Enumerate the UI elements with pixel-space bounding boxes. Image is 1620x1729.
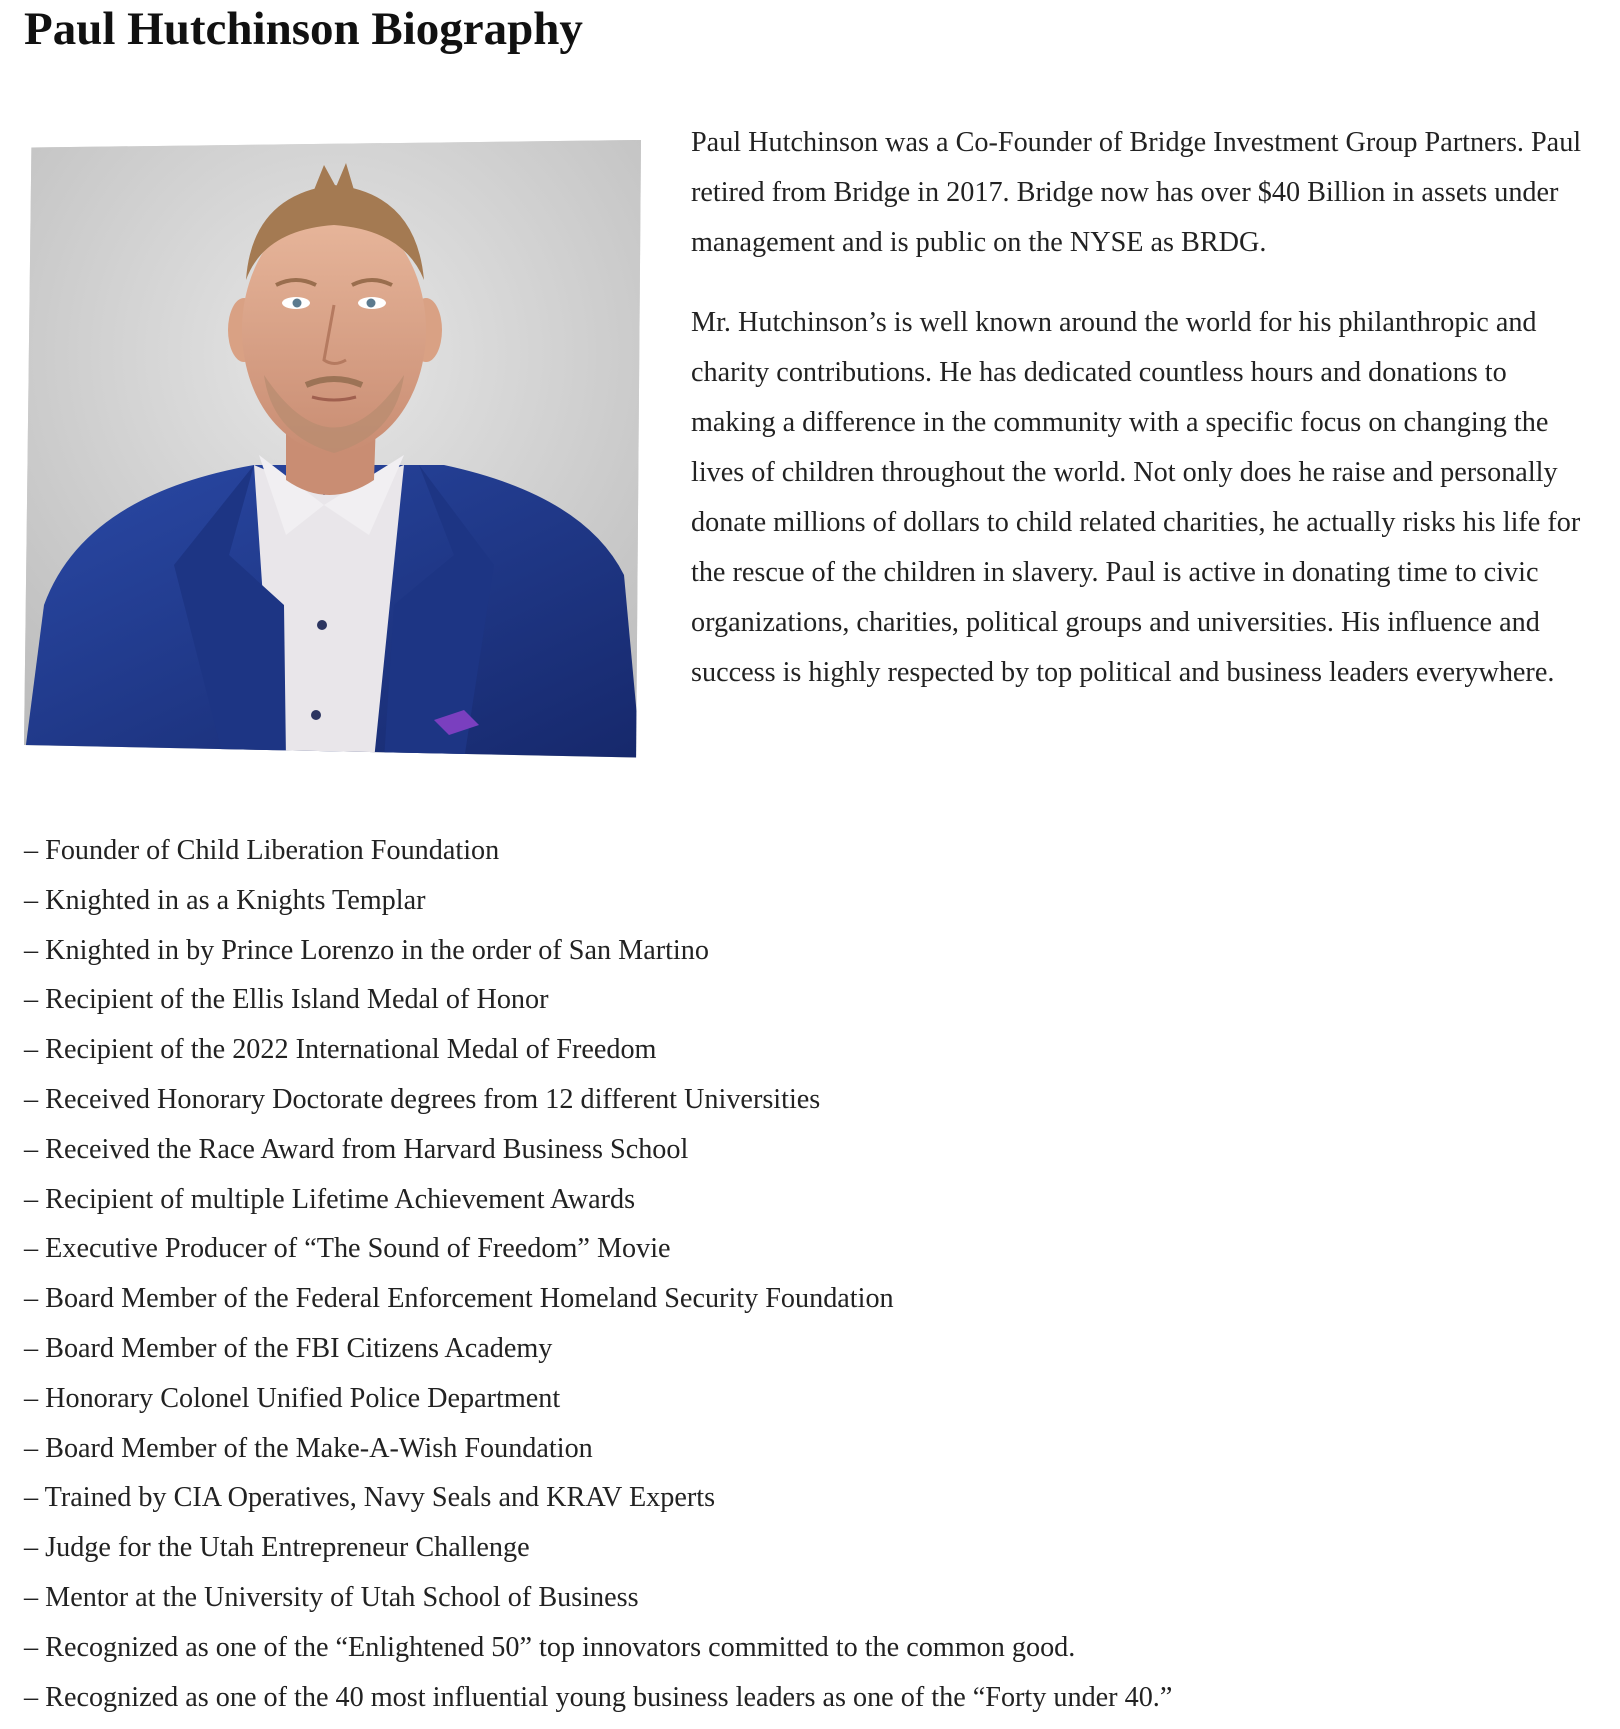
achievement-item: – Board Member of the FBI Citizens Academy bbox=[24, 1332, 553, 1364]
portrait-photo bbox=[24, 135, 641, 760]
achievement-item: – Recipient of the 2022 International Medal of Freedom bbox=[24, 1034, 657, 1066]
achievement-item: – Recipient of multiple Lifetime Achievement Awards bbox=[24, 1183, 636, 1215]
achievements-list bbox=[24, 826, 1584, 1722]
achievement-item: – Judge for the Utah Entrepreneur Challenge bbox=[24, 1532, 530, 1564]
bio-paragraph: Paul Hutchinson was a Co-Founder of Bridge Investment Group Partners. Paul retired from Bridge in 2017. Bridge now has over $40 Billion in assets under management and is public on the NYSE as BRDG. bbox=[691, 127, 1582, 258]
bio-paragraph: Mr. Hutchinson’s is well known around the world for his philanthropic and charity contributions. He has dedicated countless hours and donations to making a difference in the community with a specific focus on changing the lives of children throughout the world. Not only does he raise and personally donate millions of dollars to child related charities, he actually risks his life for the rescue of the children in slavery. Paul is active in donating time to civic organizations, charities, political groups and universities. His influence and success is highly respected by top political and business leaders everywhere. bbox=[691, 307, 1581, 688]
achievement-item: – Received the Race Award from Harvard Business School bbox=[24, 1133, 689, 1165]
achievement-item: – Founder of Child Liberation Foundation bbox=[24, 835, 500, 866]
bio-section bbox=[691, 118, 1591, 728]
achievement-item: – Trained by CIA Operatives, Navy Seals and KRAV Experts bbox=[24, 1482, 716, 1514]
achievement-item: – Knighted in by Prince Lorenzo in the order of San Martino bbox=[24, 934, 709, 966]
achievement-item: – Executive Producer of “The Sound of Freedom” Movie bbox=[24, 1233, 671, 1265]
achievement-item: – Received Honorary Doctorate degrees from 12 different Universities bbox=[24, 1083, 821, 1115]
achievement-item: – Knighted in as a Knights Templar bbox=[24, 884, 426, 916]
achievement-item: – Mentor at the University of Utah School of Business bbox=[24, 1581, 639, 1613]
achievement-item: – Board Member of the Federal Enforcement Homeland Security Foundation bbox=[24, 1283, 894, 1315]
achievement-item: – Recipient of the Ellis Island Medal of Honor bbox=[24, 984, 549, 1016]
achievement-item: – Recognized as one of the “Enlightened 50” top innovators committed to the common good. bbox=[24, 1631, 1076, 1663]
achievement-item: – Board Member of the Make-A-Wish Foundation bbox=[24, 1432, 593, 1464]
achievement-item: – Recognized as one of the 40 most influential young business leaders as one of the “Forty under 40.” bbox=[24, 1681, 1173, 1713]
page-title: Paul Hutchinson Biography bbox=[24, 3, 583, 55]
portrait-illustration bbox=[24, 135, 641, 760]
achievement-item: – Honorary Colonel Unified Police Department bbox=[24, 1382, 561, 1414]
